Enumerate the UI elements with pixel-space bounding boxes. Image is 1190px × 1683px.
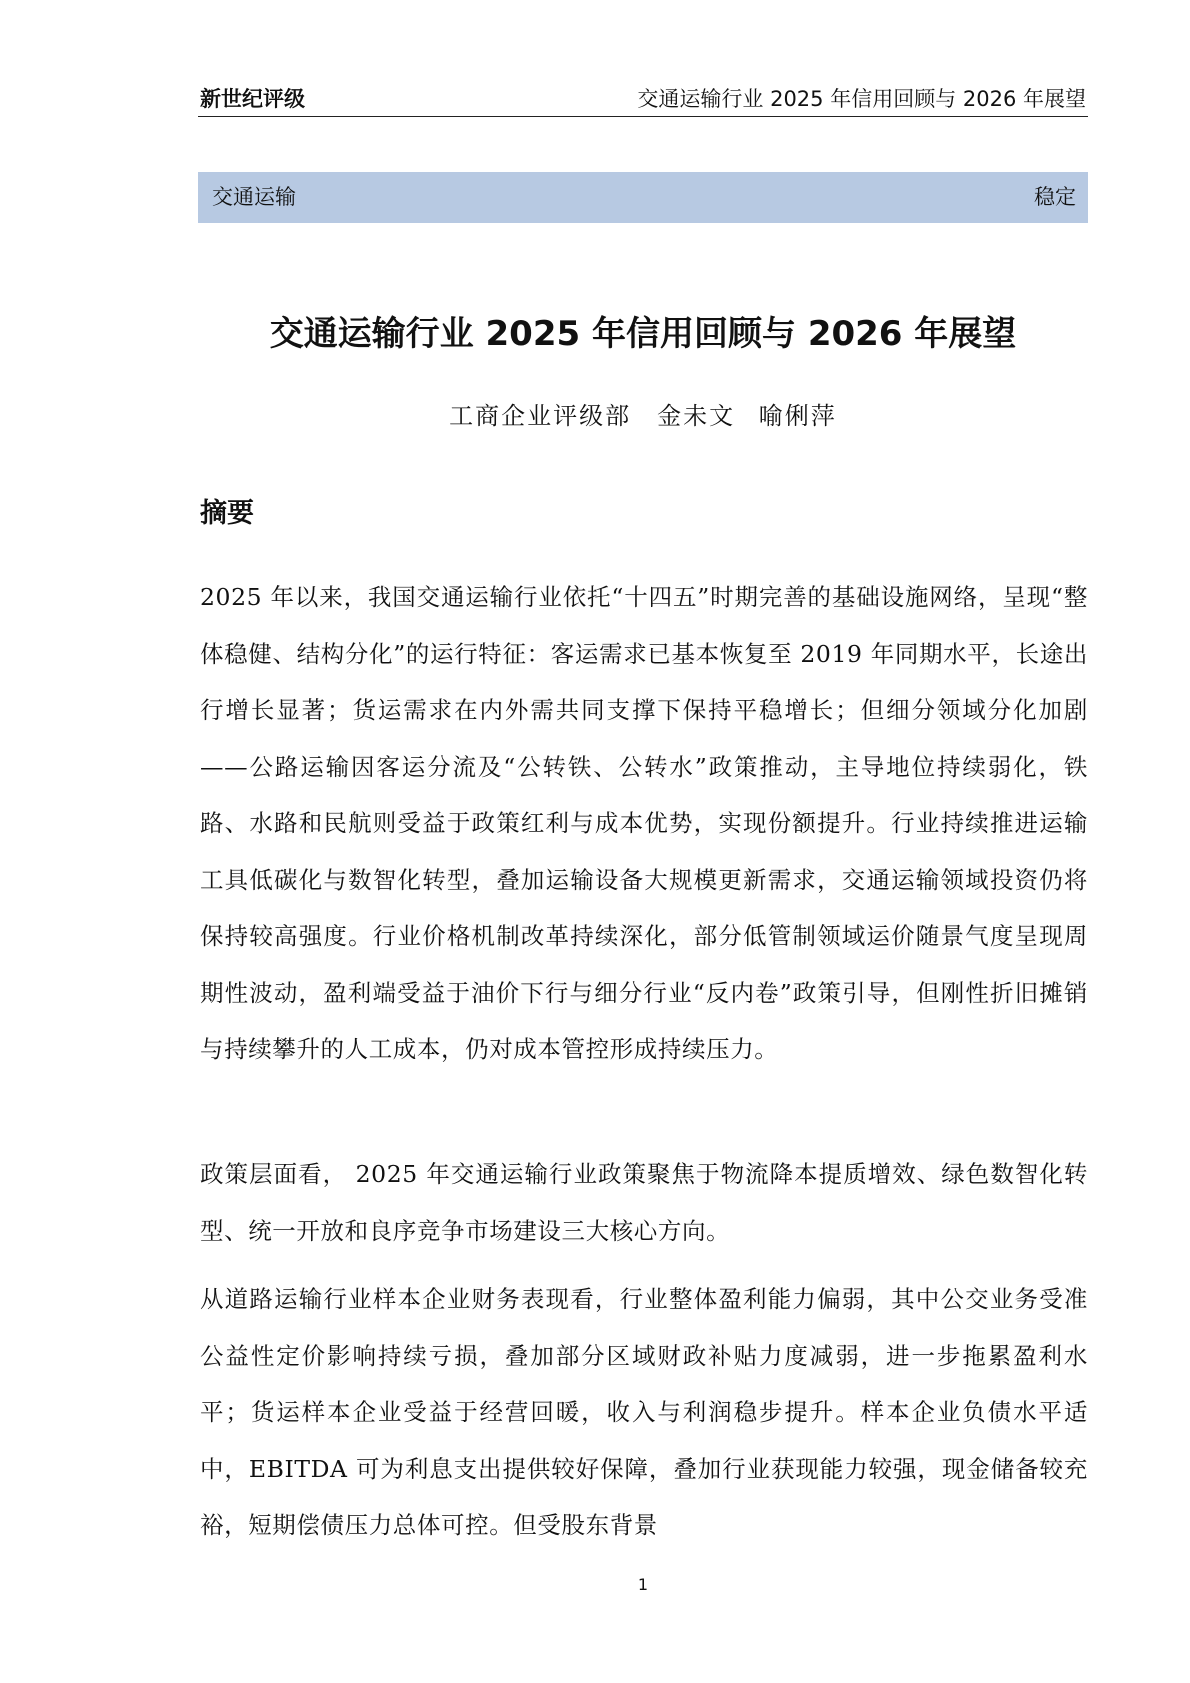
- report-title: 交通运输行业 2025 年信用回顾与 2026 年展望: [269, 314, 1017, 354]
- industry-outlook: 稳定: [1034, 185, 1076, 209]
- abstract-paragraph-2: 政策层面看， 2025 年交通运输行业政策聚焦于物流降本提质增效、绿色数智化转型、统一开放和良序竞争市场建设三大核心方向。: [200, 1160, 1088, 1245]
- header-org: 新世纪评级: [200, 87, 305, 111]
- abstract-paragraph-3: 从道路运输行业样本企业财务表现看，行业整体盈利能力偏弱，其中公交业务受准公益性定价影响持续亏损，叠加部分区域财政补贴力度减弱，进一步拖累盈利水平；货运样本企业受益于经营回暖，收入与利润稳步提升。样本企业负债水平适中，EBITDA 可为利息支出提供较好保障，叠加行业获现能力较强，现金储备较充裕，短期偿债压力总体可控。但受股东背景: [200, 1285, 1088, 1539]
- industry-name: 交通运输: [212, 185, 296, 209]
- industry-outlook-bar: [198, 172, 1088, 223]
- header-report-title: 交通运输行业 2025 年信用回顾与 2026 年展望: [637, 87, 1086, 111]
- page-header: [198, 82, 1088, 117]
- page-number: 1: [637, 1575, 649, 1594]
- abstract-heading: 摘要: [200, 498, 254, 529]
- authors: 工商企业评级部 金未文 喻俐萍: [449, 402, 837, 430]
- abstract-paragraph-1: 2025 年以来，我国交通运输行业依托“十四五”时期完善的基础设施网络，呈现“整体稳健、结构分化”的运行特征：客运需求已基本恢复至 2019 年同期水平，长途出行增长显著；货运需求在内外需共同支撑下保持平稳增长；但细分领域分化加剧——公路运输因客运分流及“公转铁、公转水”政策推动，主导地位持续弱化，铁路、水路和民航则受益于政策红利与成本优势，实现份额提升。行业持续推进运输工具低碳化与数智化转型，叠加运输设备大规模更新需求，交通运输领域投资仍将保持较高强度。行业价格机制改革持续深化，部分低管制领域运价随景气度呈现周期性波动，盈利端受益于油价下行与细分行业“反内卷”政策引导，但刚性折旧摊销与持续攀升的人工成本，仍对成本管控形成持续压力。: [200, 583, 1088, 1063]
